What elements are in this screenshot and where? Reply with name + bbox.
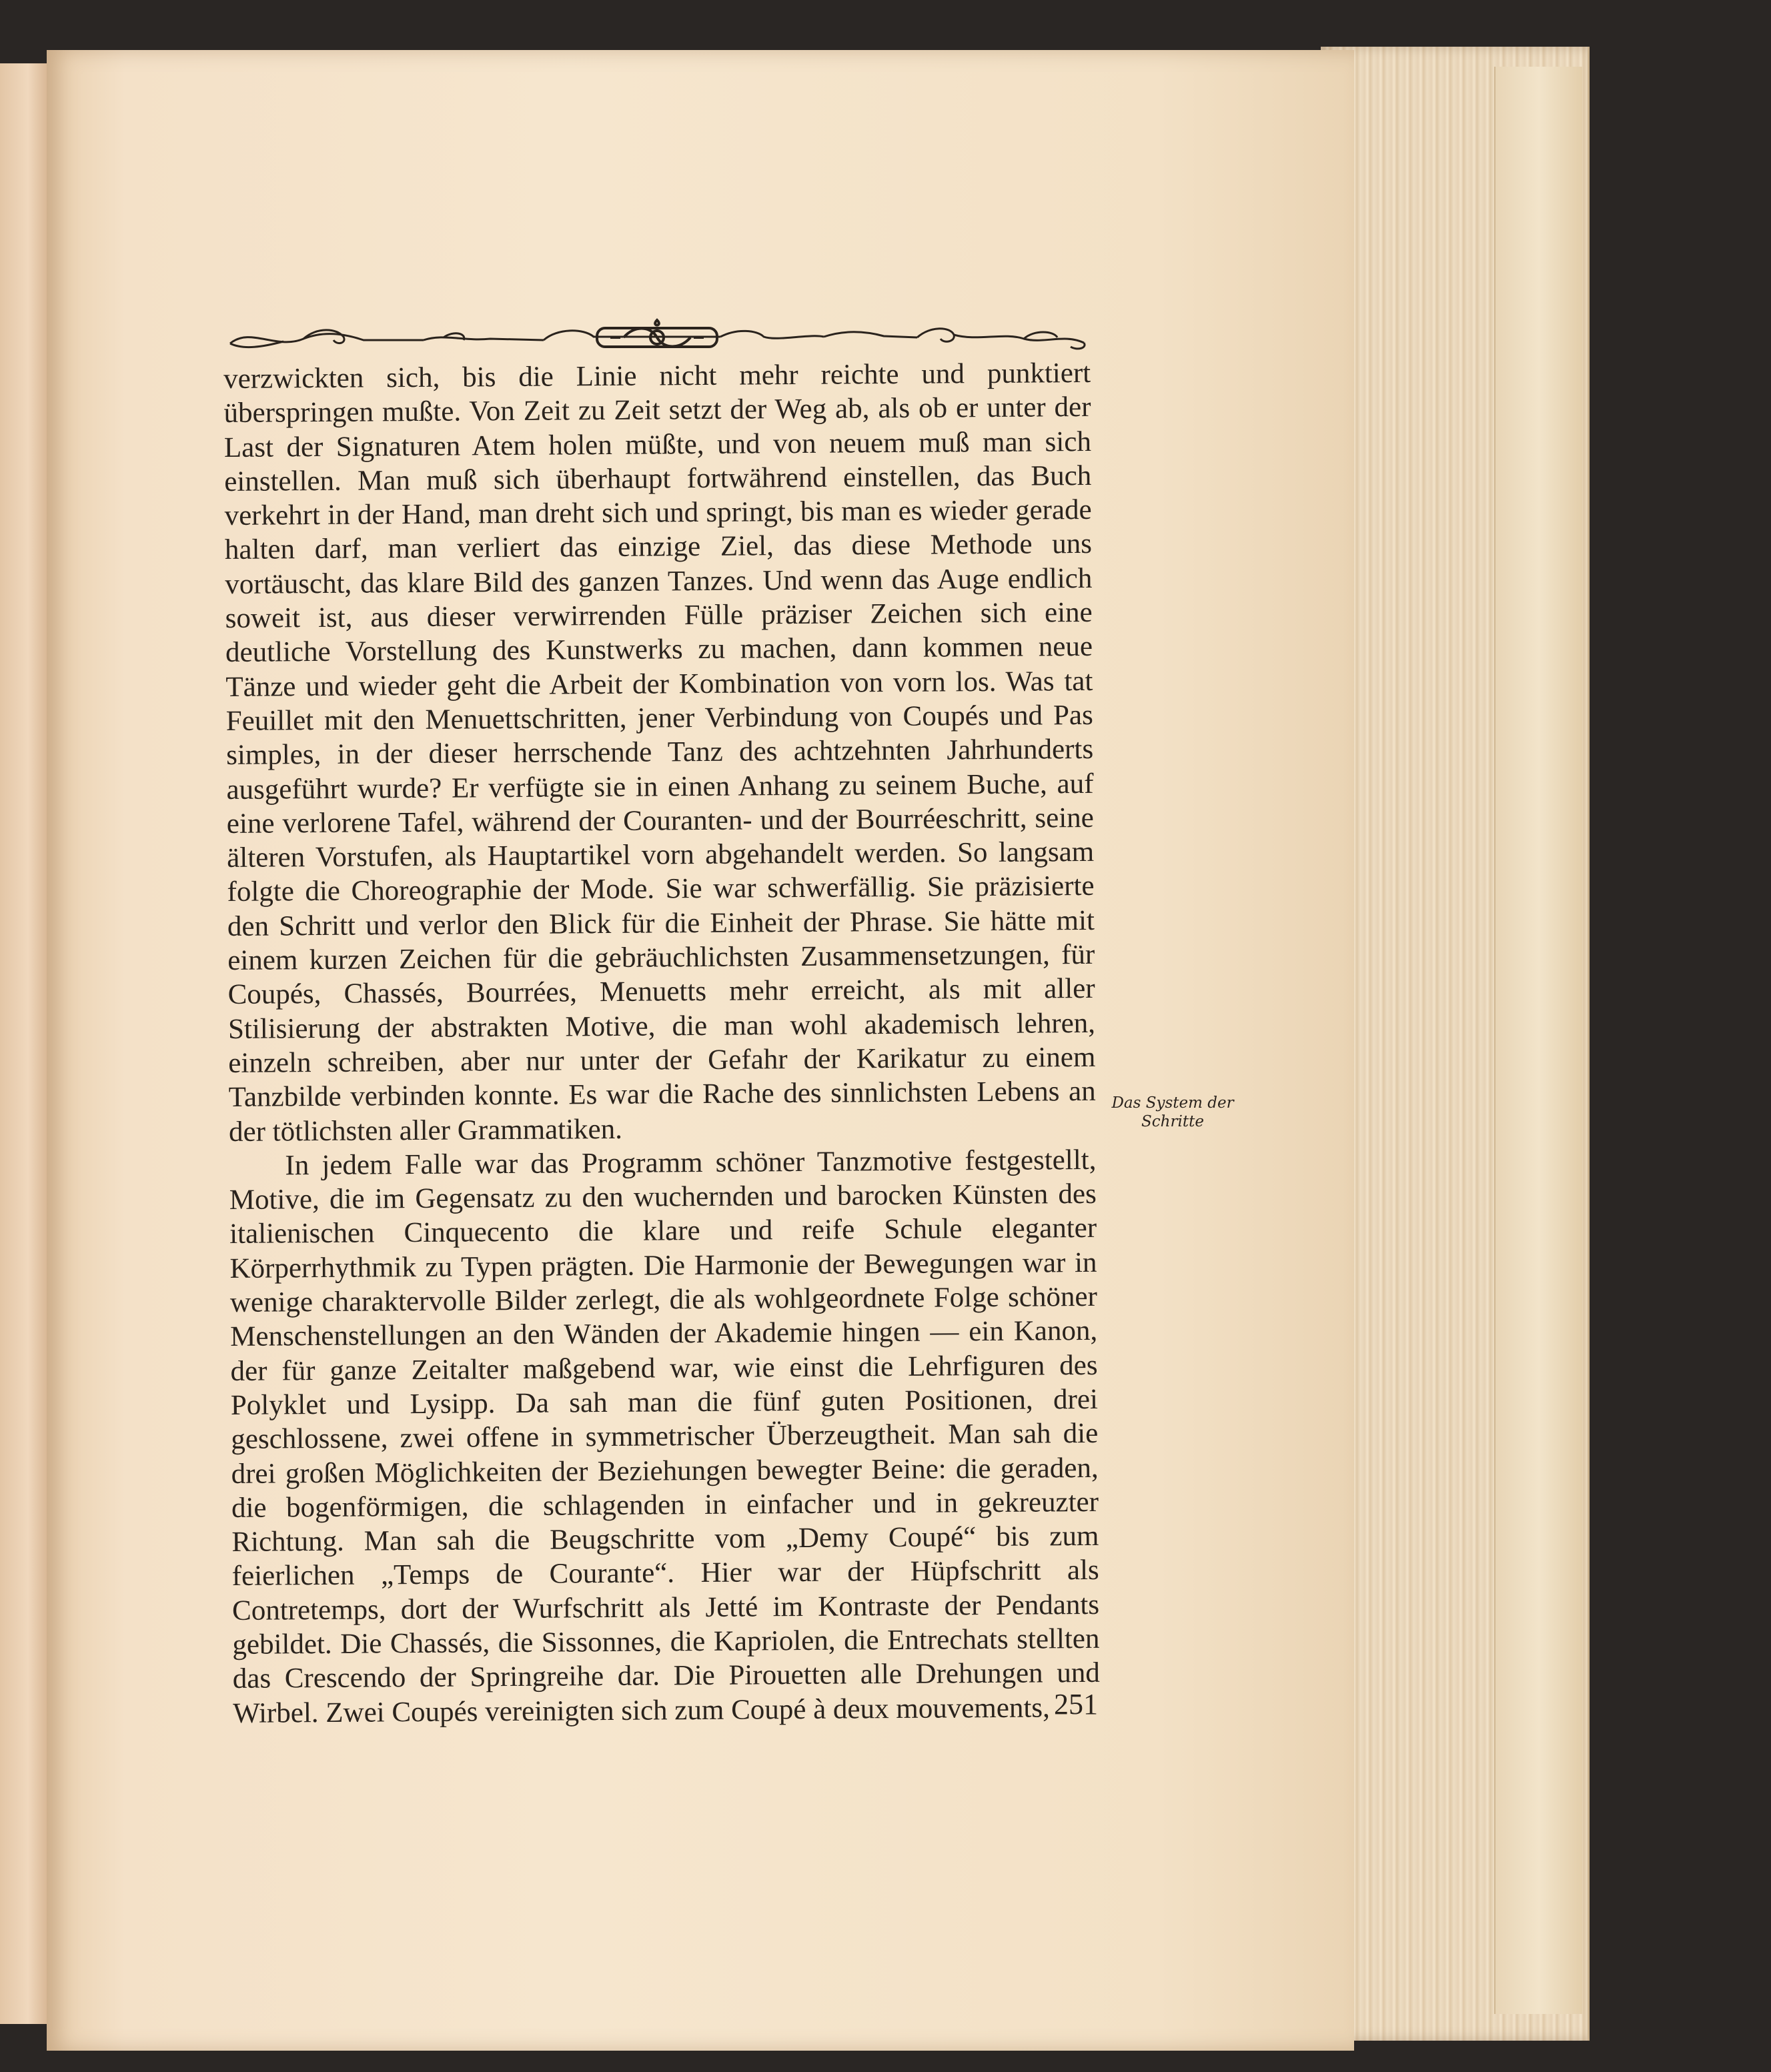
- body-text: [223, 356, 1100, 1731]
- book-page: [47, 50, 1354, 2051]
- page-number: 251: [1054, 1688, 1098, 1721]
- paragraph-1: verzwickten sich, bis die Linie nicht mehr reichte und punktiert überspringen mußte. Von Zeit zu Zeit setzt der Weg ab, als ob er unter der Last der Signaturen Atem holen müßte, und von neuem muß man sich einstellen. Man muß sich überhaupt fortwährend einstellen, das Buch verkehrt in der Hand, man dreht sich und springt, bis man es wieder gerade halten darf, man verliert das einzige Ziel, das diese Methode uns vortäuscht, das klare Bild des ganzen Tanzes. Und wenn das Auge endlich soweit ist, aus dieser verwirrenden Fülle präziser Zeichen sich eine deutliche Vorstellung des Kunstwerks zu machen, dann kommen neue Tänze und wieder geht die Arbeit der Kombination von vorn los. Was tat Feuillet mit den Menuettschritten, jener Verbindung von Coupés und Pas simples, in der dieser herrschende Tanz des achtzehnten Jahrhunderts ausgeführt wurde? Er verfügte sie in einen Anhang zu seinem Buche, auf eine verlorene Tafel, während der Couranten- und der Bourréeschritt, seine älteren Vorstufen, als Hauptartikel vorn abgehandelt werden. So langsam folgte die Choreographie der Mode. Sie war schwerfällig. Sie präzisierte den Schritt und verlor den Blick für die Einheit der Phrase. Sie hätte mit einem kurzen Zeichen für die gebräuchlichsten Zusammensetzungen, für Coupés, Chassés, Bourrées, Menuetts mehr erreicht, als mit aller Stilisierung der abstrakten Motive, die man wohl akademisch lehren, einzeln schreiben, aber nur unter der Gefahr der Karikatur zu einem Tanzbilde verbinden konnte. Es war die Rache des sinnlichsten Lebens an der tötlichsten aller Grammatiken.: [223, 357, 1096, 1148]
- facing-page-edge: [0, 63, 47, 2024]
- paragraph-2: In jedem Falle war das Programm schöner Tanzmotive festgestellt, Motive, die im Gegensatz zu den wuchernden und barocken Künsten des italienischen Cinquecento die klare und reife Schule eleganter Körperrhythmik zu Typen prägten. Die Harmonie der Bewegungen war in wenige charaktervolle Bilder zerlegt, die als wohlgeordnete Folge schöner Menschenstellungen an den Wänden der Akademie hingen — ein Kanon, der für ganze Zeitalter maßgebend war, wie einst die Lehrfiguren des Polyklet und Lysipp. Da sah man die fünf guten Positionen, drei geschlossene, zwei offene in symmetrischer Überzeugtheit. Man sah die drei großen Möglichkeiten der Beziehungen bewegter Beine: die geraden, die bogenförmigen, die schlagenden in einfacher und in gekreuzter Richtung. Man sah die Beugschritte vom „Demy Coupé“ bis zum feierlichen „Temps de Courante“. Hier war der Hüpfschritt als Contretemps, dort der Wurfschritt als Jetté im Kontraste der Pendants gebildet. Die Chassés, die Sissonnes, die Kapriolen, die Entrechats stellten das Crescendo der Springreihe dar. Die Pirouetten alle Drehungen und Wirbel. Zwei Coupés vereinigten sich zum Coupé à deux mouvements,: [229, 1144, 1100, 1729]
- headband-ornament-icon: [223, 313, 1091, 360]
- margin-note: Das System der Schritte: [1111, 1094, 1234, 1130]
- page-stack-fore-edge: [1494, 67, 1582, 2014]
